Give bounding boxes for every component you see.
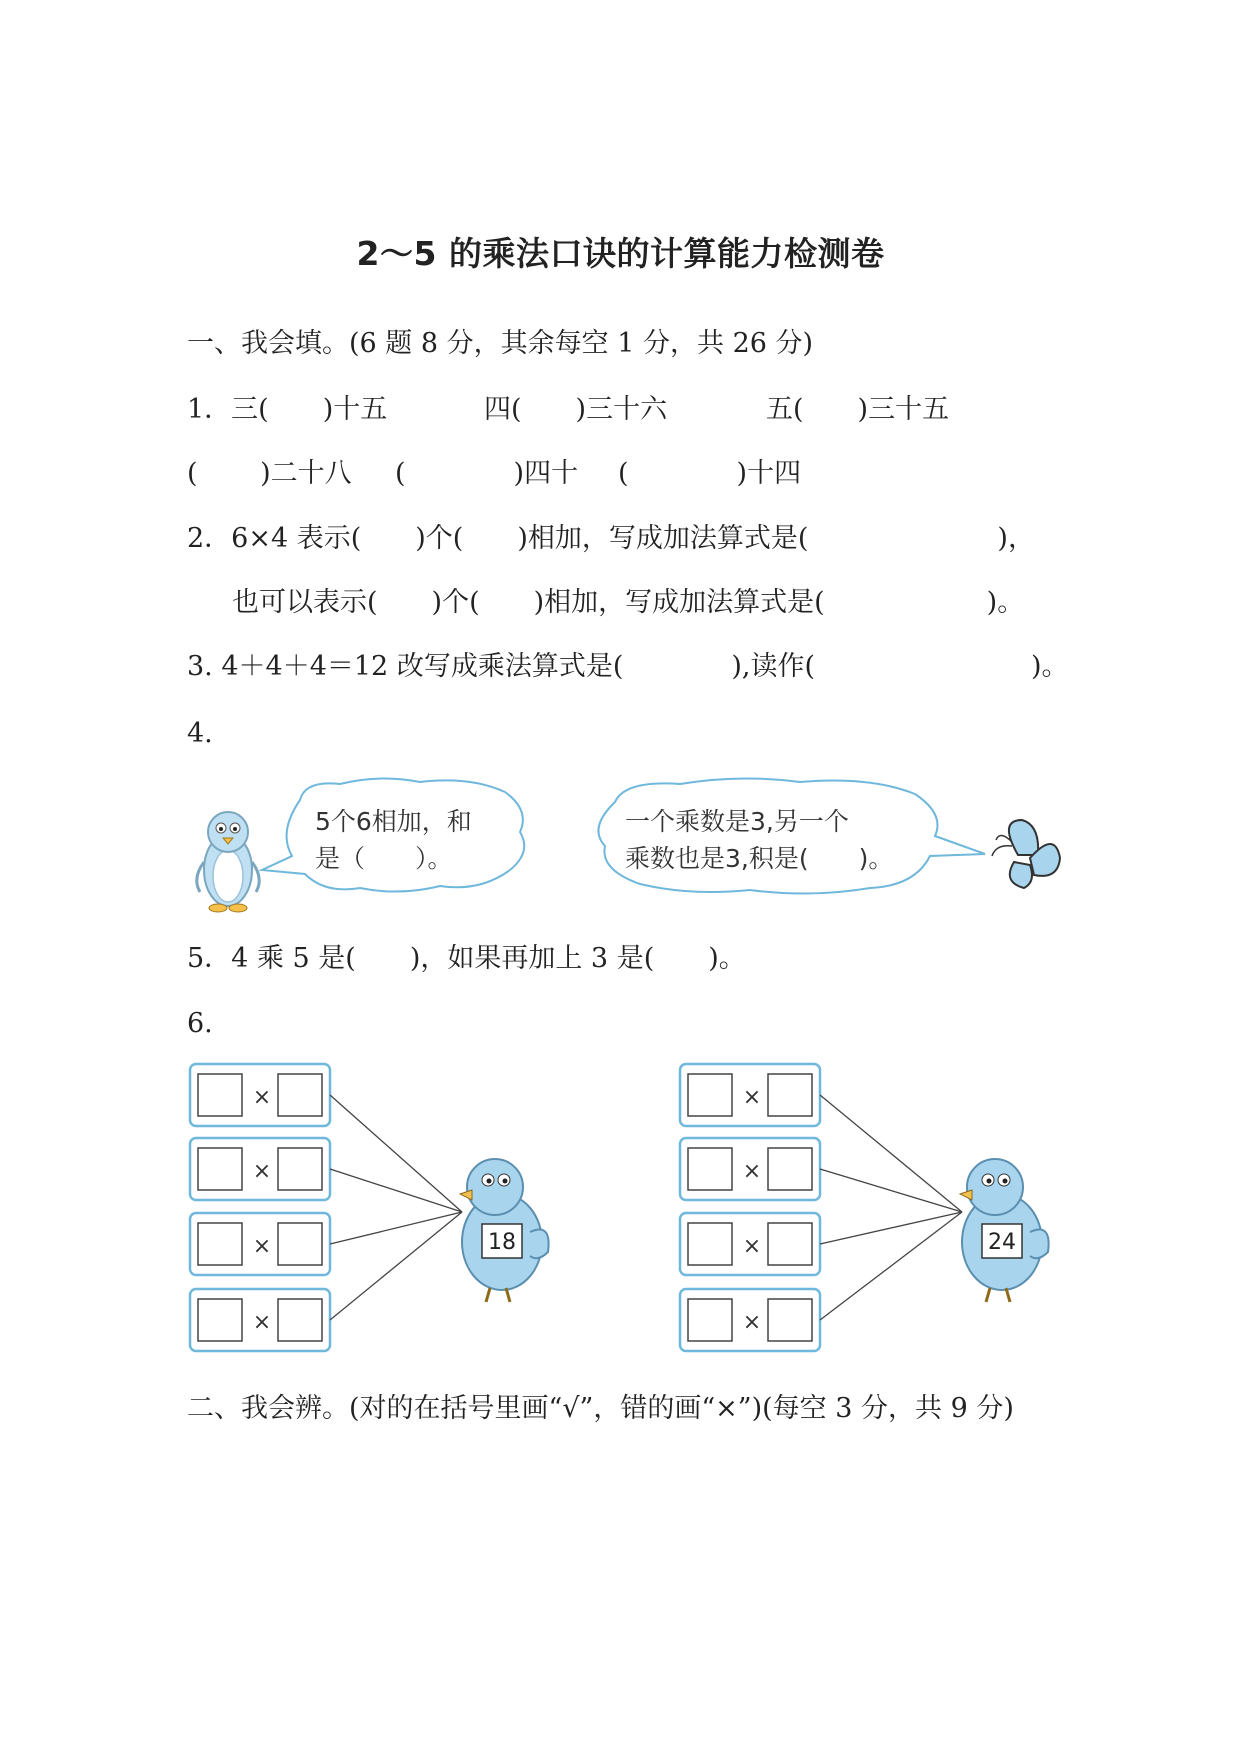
right-row-1-connector [820, 1095, 962, 1212]
speech-bubble-2 [598, 778, 985, 893]
butterfly-icon [992, 820, 1060, 888]
left-row-2-times: × [252, 1159, 272, 1184]
left-target-number: 18 [488, 1230, 516, 1255]
left-row-4-times: × [252, 1310, 272, 1335]
section-1-heading: 一、我会填。(6 题 8 分，其余每空 1 分，共 26 分) [187, 328, 814, 359]
left-row-1-box-2[interactable] [278, 1074, 322, 1116]
q3-text: 3. 4＋4＋4＝12 改写成乘法算式是( ),读作( )。 [187, 651, 1069, 682]
q6-right-group [680, 1062, 1060, 1382]
q1-item-b: 四( )三十六 [484, 394, 668, 425]
q4-illustration [0, 770, 1241, 930]
left-row-3-box-1[interactable] [198, 1223, 242, 1265]
bubble-1-line-1: 5个6相加，和 [315, 807, 472, 836]
bird-icon-right [960, 1159, 1049, 1302]
left-row-1-connector [330, 1095, 462, 1212]
left-row-3-times: × [252, 1234, 272, 1259]
q6-left-group [190, 1062, 570, 1382]
q1-item-a: 1．三( )十五 [187, 394, 388, 425]
q2-line-1: 2．6×4 表示( )个( )相加，写成加法算式是( )， [187, 523, 1035, 554]
right-row-2-box-1[interactable] [688, 1148, 732, 1190]
section-2-heading: 二、我会辨。(对的在括号里画“√”，错的画“×”)(每空 3 分，共 9 分) [187, 1393, 1014, 1424]
left-row-2-connector [330, 1169, 462, 1212]
right-row-3-box-2[interactable] [768, 1223, 812, 1265]
right-row-4-box-1[interactable] [688, 1299, 732, 1341]
page-title: 2～5 的乘法口诀的计算能力检测卷 [356, 234, 885, 273]
q1-item-f: ( )十四 [618, 458, 802, 489]
left-row-3 [190, 1212, 462, 1275]
right-row-2-times: × [742, 1159, 762, 1184]
left-row-4-box-1[interactable] [198, 1299, 242, 1341]
right-target-number: 24 [988, 1230, 1016, 1255]
right-row-4-box-2[interactable] [768, 1299, 812, 1341]
q1-item-e: ( )四十 [395, 458, 579, 489]
right-row-3-times: × [742, 1234, 762, 1259]
q2-line-2: 也可以表示( )个( )相加，写成加法算式是( )。 [232, 587, 1025, 618]
q1-item-c: 五( )三十五 [766, 394, 950, 425]
right-row-1-times: × [742, 1085, 762, 1110]
penguin-icon [197, 812, 259, 912]
right-row-4-times: × [742, 1310, 762, 1335]
right-row-1-box-1[interactable] [688, 1074, 732, 1116]
bird-icon-left [460, 1159, 549, 1302]
q5-text: 5．4 乘 5 是( )，如果再加上 3 是( )。 [187, 943, 746, 974]
left-row-1-times: × [252, 1085, 272, 1110]
q6-label: 6. [187, 1008, 213, 1039]
left-row-1-box-1[interactable] [198, 1074, 242, 1116]
q4-label: 4. [187, 718, 213, 749]
q1-item-d: ( )二十八 [187, 458, 352, 489]
left-row-2-box-2[interactable] [278, 1148, 322, 1190]
right-row-1-box-2[interactable] [768, 1074, 812, 1116]
left-row-3-box-2[interactable] [278, 1223, 322, 1265]
bubble-1-line-2: 是（ ）。 [315, 844, 453, 873]
right-row-2 [680, 1138, 962, 1212]
right-row-2-connector [820, 1169, 962, 1212]
left-row-4-box-2[interactable] [278, 1299, 322, 1341]
bubble-2-line-2: 乘数也是3,积是( )。 [625, 844, 894, 873]
right-row-3-box-1[interactable] [688, 1223, 732, 1265]
bubble-2-line-1: 一个乘数是3,另一个 [625, 807, 849, 836]
right-row-2-box-2[interactable] [768, 1148, 812, 1190]
left-row-2-box-1[interactable] [198, 1148, 242, 1190]
